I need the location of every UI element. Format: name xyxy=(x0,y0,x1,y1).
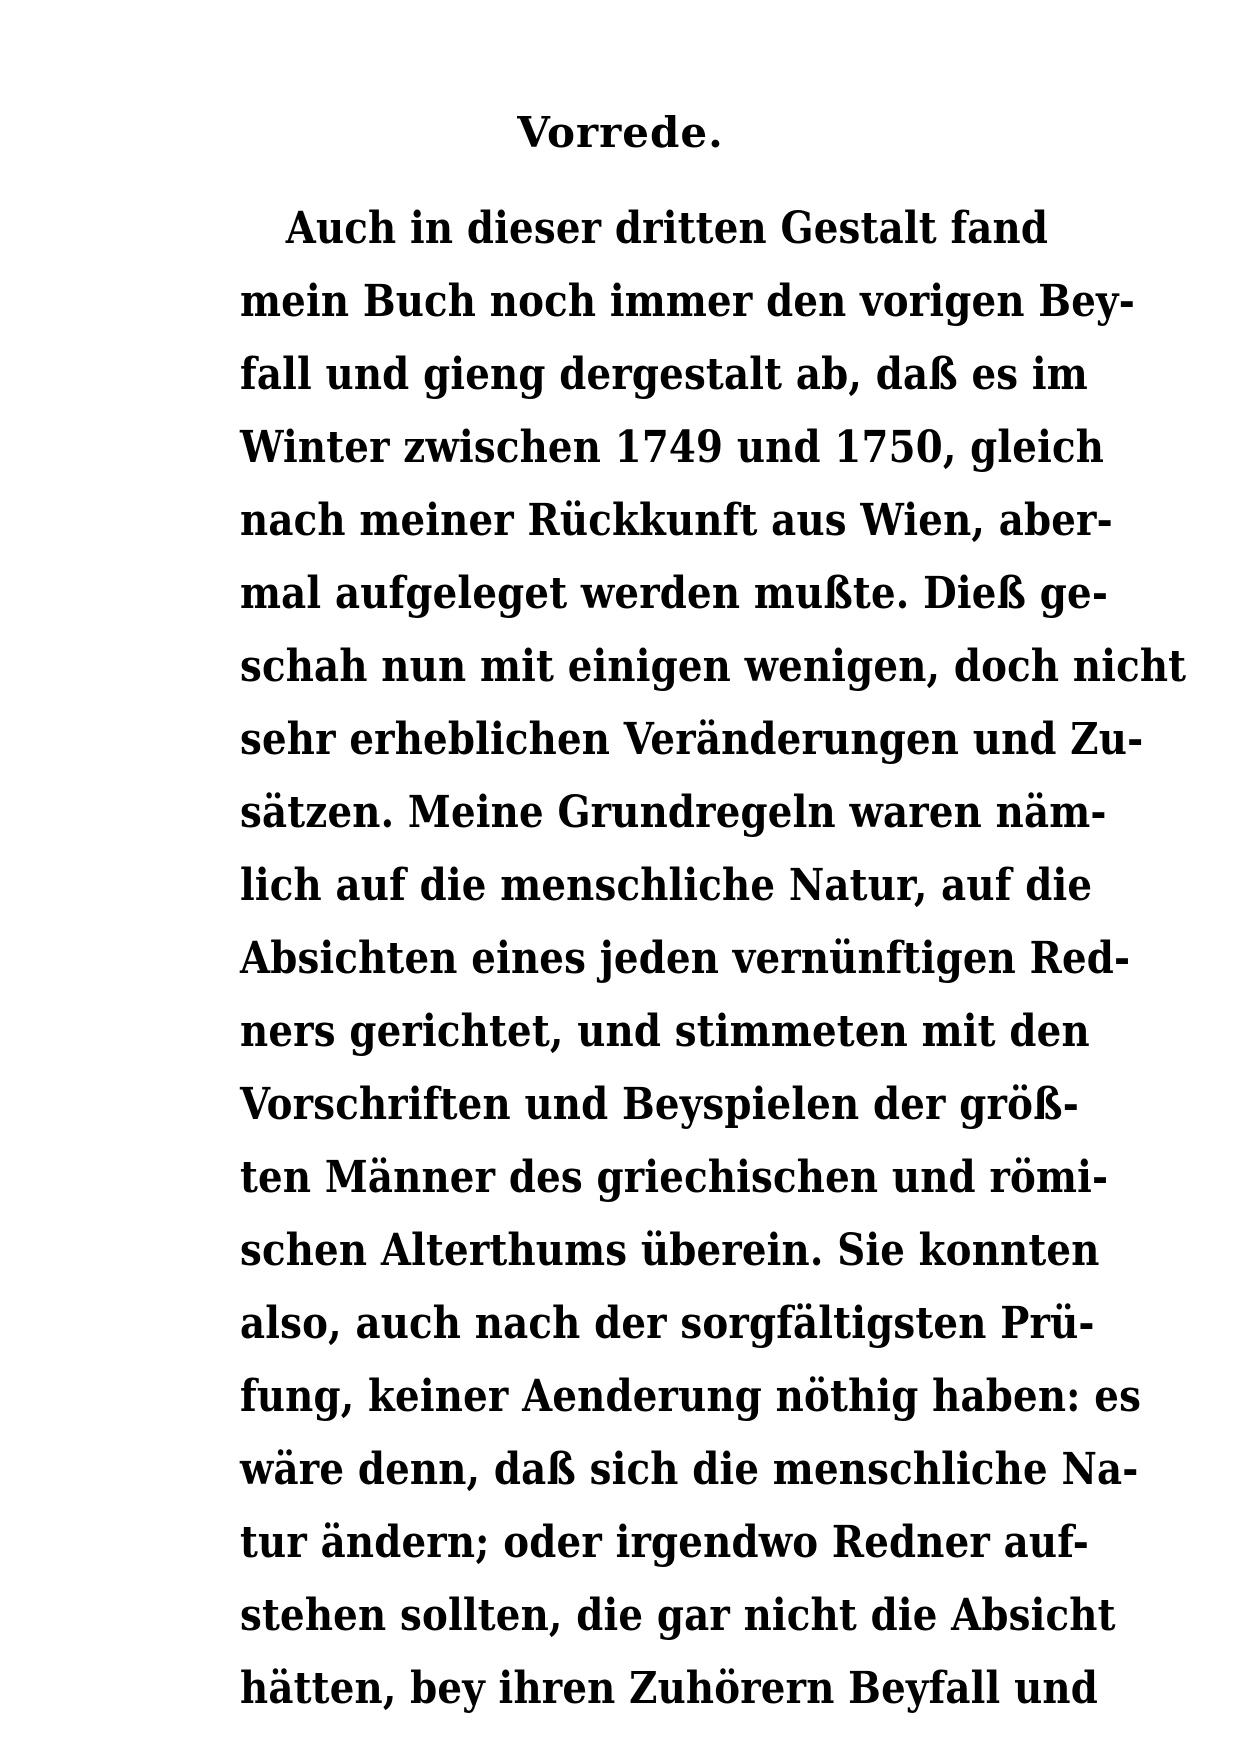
text-line: mal aufgeleget werden mußte. Dieß ge- xyxy=(240,568,1109,619)
text-line: Auch in dieser dritten Gestalt fand xyxy=(285,203,1049,254)
text-line: schah nun mit einigen wenigen, doch nicht xyxy=(240,641,1187,692)
text-line: wäre denn, daß sich die menschliche Na- xyxy=(240,1444,1139,1495)
text-line: tur ändern; oder irgendwo Redner auf- xyxy=(240,1517,1089,1568)
text-line: lich auf die menschliche Natur, auf die xyxy=(240,860,1093,911)
text-line: ten Männer des griechischen und römi- xyxy=(240,1152,1109,1203)
text-line: mein Buch noch immer den vorigen Bey- xyxy=(240,276,1135,327)
text-line: Absichten eines jeden vernünftigen Red- xyxy=(240,933,1131,984)
text-line: nach meiner Rückkunft aus Wien, aber- xyxy=(240,495,1113,546)
body-text xyxy=(240,192,1187,1725)
text-line: schen Alterthums überein. Sie konnten xyxy=(240,1225,1100,1276)
text-line: fung, keiner Aenderung nöthig haben: es xyxy=(240,1371,1142,1422)
text-line: fall und gieng dergestalt ab, daß es im xyxy=(240,349,1088,400)
text-line: sehr erheblichen Veränderungen und Zu- xyxy=(240,714,1144,765)
text-line: Vorschriften und Beyspielen der größ- xyxy=(240,1079,1079,1130)
text-line: ners gerichtet, und stimmeten mit den xyxy=(240,1006,1090,1057)
text-line: stehen sollten, die gar nicht die Absicht xyxy=(240,1590,1116,1641)
page-heading: Vorrede. xyxy=(517,108,724,157)
text-line: hätten, bey ihren Zuhörern Beyfall und xyxy=(240,1663,1098,1714)
text-line: sätzen. Meine Grundregeln waren näm- xyxy=(240,787,1107,838)
text-line: also, auch nach der sorgfältigsten Prü- xyxy=(240,1298,1095,1349)
text-line: Winter zwischen 1749 und 1750, gleich xyxy=(240,422,1105,473)
